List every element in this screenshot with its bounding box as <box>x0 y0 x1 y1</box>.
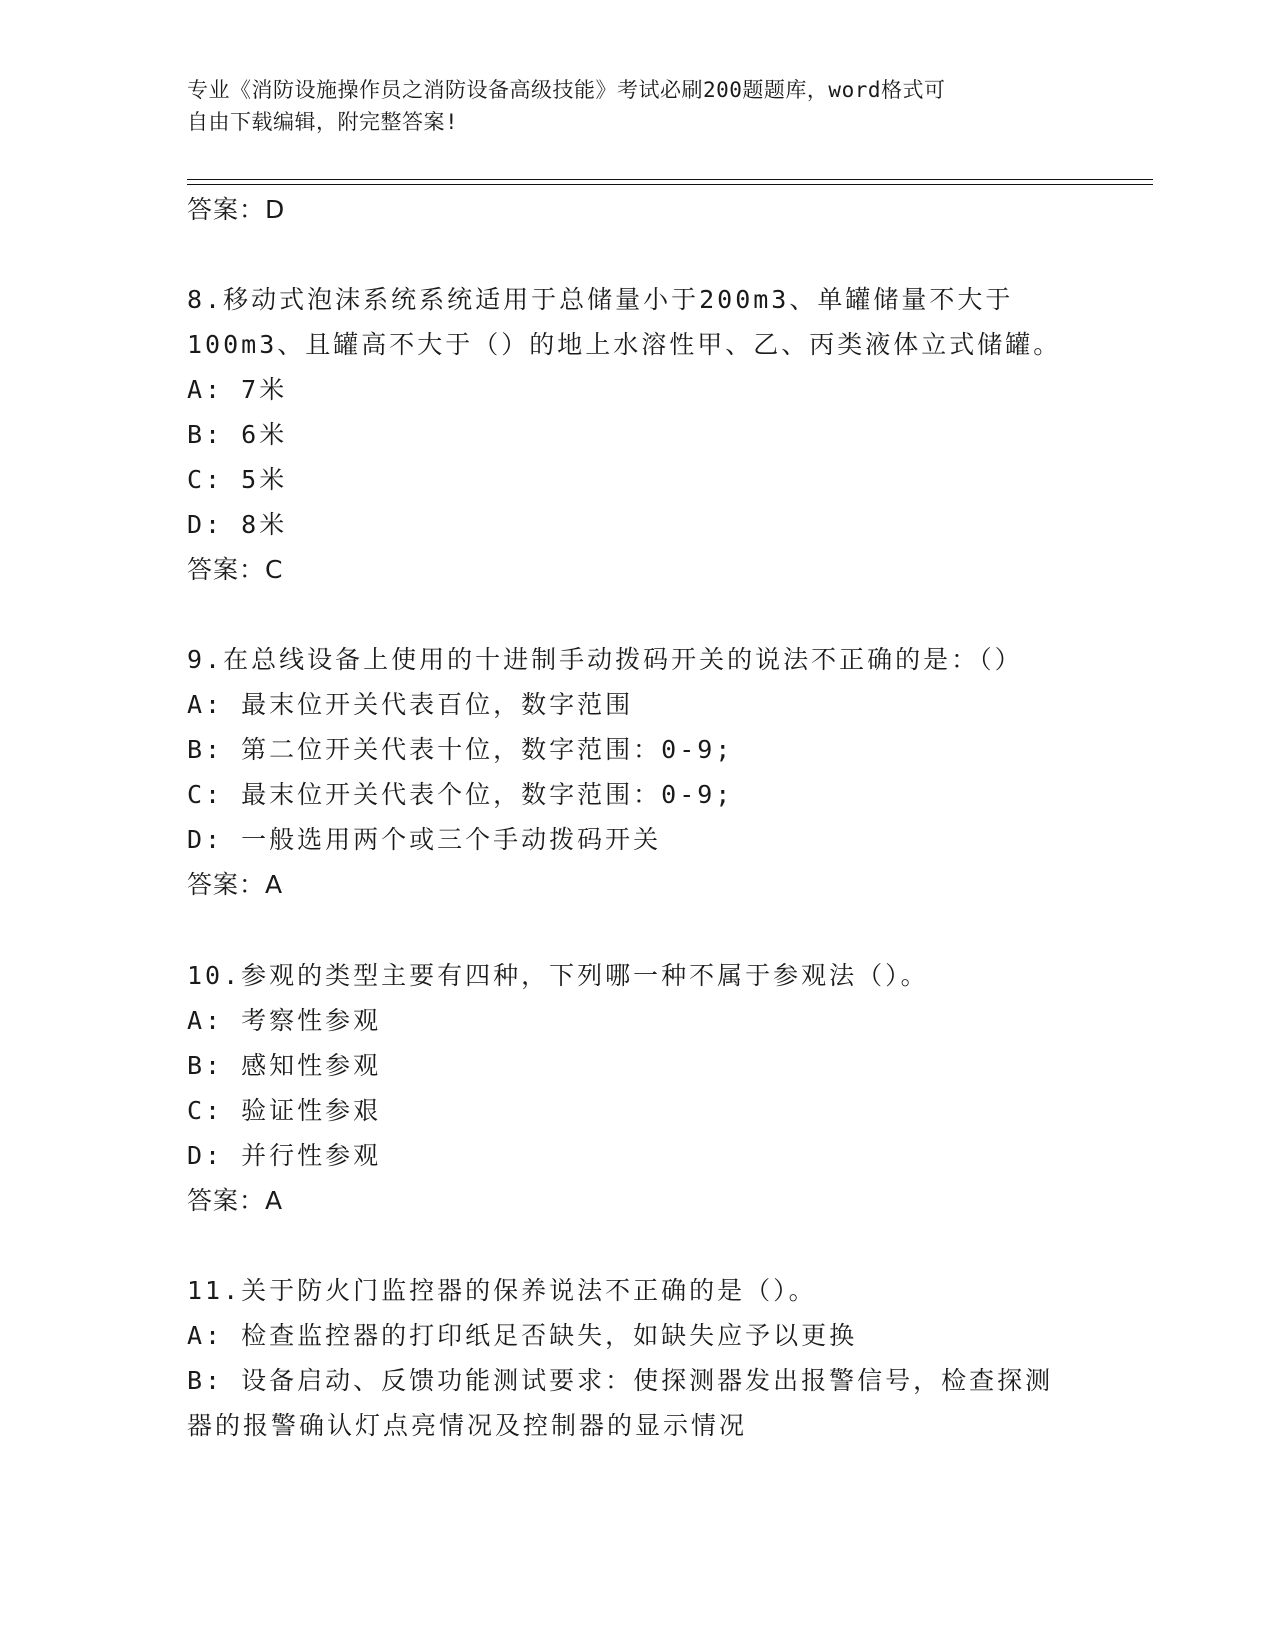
question-8-option-d: D: 8米 <box>187 510 288 539</box>
question-10-stem: 10.参观的类型主要有四种，下列哪一种不属于参观法（）。 <box>187 961 929 990</box>
header-line-2: 自由下载编辑，附完整答案! <box>187 110 459 134</box>
question-8-stem-line-1: 8.移动式泡沫系统系统适用于总储量小于200m3、单罐储量不大于 <box>187 285 1014 314</box>
question-9-answer: 答案：A <box>187 870 284 899</box>
question-9-stem: 9.在总线设备上使用的十进制手动拨码开关的说法不正确的是：（） <box>187 645 1023 674</box>
question-9-option-b: B: 第二位开关代表十位，数字范围：0-9; <box>187 735 734 764</box>
question-11-stem: 11.关于防火门监控器的保养说法不正确的是（）。 <box>187 1276 817 1305</box>
question-11-option-b-line-1: B: 设备启动、反馈功能测试要求：使探测器发出报警信号，检查探测 <box>187 1366 1054 1395</box>
question-8-option-a: A: 7米 <box>187 375 288 404</box>
previous-answer: 答案：D <box>187 195 286 224</box>
question-10-answer: 答案：A <box>187 1186 284 1215</box>
header-line-1: 专业《消防设施操作员之消防设备高级技能》考试必刷200题题库，word格式可 <box>187 78 946 102</box>
question-10-option-d: D: 并行性参观 <box>187 1141 382 1170</box>
question-9-option-c: C: 最末位开关代表个位，数字范围：0-9; <box>187 780 734 809</box>
header-divider-bottom <box>187 184 1153 185</box>
question-11-option-b-line-2: 器的报警确认灯点亮情况及控制器的显示情况 <box>187 1411 748 1440</box>
question-10-option-c: C: 验证性参艰 <box>187 1096 382 1125</box>
header-divider-top <box>187 179 1153 180</box>
document-header <box>187 74 1067 138</box>
question-9-option-a: A: 最末位开关代表百位，数字范围 <box>187 690 634 719</box>
question-11-option-a: A: 检查监控器的打印纸足否缺失，如缺失应予以更换 <box>187 1321 858 1350</box>
question-8-option-b: B: 6米 <box>187 420 288 449</box>
question-10-option-a: A: 考察性参观 <box>187 1006 382 1035</box>
question-8-option-c: C: 5米 <box>187 465 288 494</box>
question-9-option-d: D: 一般选用两个或三个手动拨码开关 <box>187 825 662 854</box>
question-10-option-b: B: 感知性参观 <box>187 1051 382 1080</box>
question-8-stem-line-2: 100m3、且罐高不大于（）的地上水溶性甲、乙、丙类液体立式储罐。 <box>187 330 1062 359</box>
question-8-answer: 答案：C <box>187 555 284 584</box>
